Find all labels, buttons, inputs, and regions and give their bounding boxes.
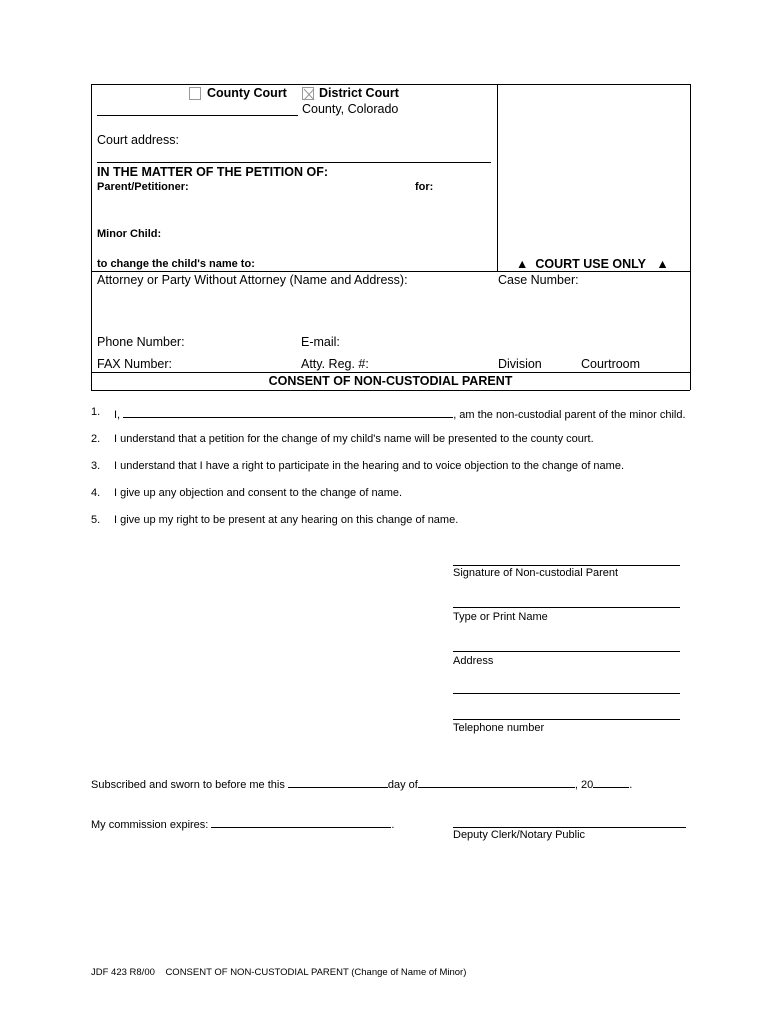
atty-reg-label: Atty. Reg. #: xyxy=(301,357,369,371)
list-item: I understand that I have a right to participate in the hearing and to voice objection to the change of name. xyxy=(114,460,625,472)
day-of-label: day of xyxy=(387,779,418,791)
caption-right-border xyxy=(690,84,691,390)
checkmark-x-icon xyxy=(303,88,315,101)
telephone-label: Telephone number xyxy=(453,722,545,734)
notary-signature-line[interactable] xyxy=(453,827,686,828)
triangle-up-icon: ▲ xyxy=(656,257,669,271)
signature-label: Signature of Non-custodial Parent xyxy=(453,567,619,579)
subscribed-pre: Subscribed and sworn to before me this xyxy=(91,779,285,791)
attorney-label: Attorney or Party Without Attorney (Name and Address): xyxy=(97,273,408,287)
court-use-only-label: COURT USE ONLY xyxy=(535,257,646,271)
email-label: E-mail: xyxy=(301,335,340,349)
telephone-line[interactable] xyxy=(453,719,680,720)
print-name-label: Type or Print Name xyxy=(453,611,548,623)
address-label: Address xyxy=(453,655,494,667)
commission-suffix: . xyxy=(391,819,395,831)
court-address-line xyxy=(97,162,491,163)
matter-heading: IN THE MATTER OF THE PETITION OF: xyxy=(97,165,329,179)
division-label: Division xyxy=(498,357,542,371)
list-item: I give up my right to be present at any hearing on this change of name. xyxy=(114,514,459,526)
county-colorado-label: County, Colorado xyxy=(302,102,399,116)
address-line[interactable] xyxy=(453,651,680,652)
title-top-border xyxy=(91,372,690,373)
court-address-label: Court address: xyxy=(97,133,179,147)
minor-child-label: Minor Child: xyxy=(97,228,162,240)
form-title: CONSENT OF NON-CUSTODIAL PARENT xyxy=(268,374,513,388)
district-court-checkbox[interactable] xyxy=(302,87,314,100)
subscribed-sworn xyxy=(91,776,632,791)
court-use-divider xyxy=(497,84,498,271)
signature-line[interactable] xyxy=(453,565,680,566)
list-item: I understand that a petition for the change of my child's name will be presented to the county court. xyxy=(114,433,594,445)
county-name-line[interactable] xyxy=(97,115,298,116)
item-number: 1. xyxy=(91,406,101,418)
county-court-checkbox[interactable] xyxy=(189,87,201,100)
item-1-post: , am the non-custodial parent of the minor child. xyxy=(453,409,686,421)
year-line[interactable] xyxy=(593,776,629,788)
parent-name-line[interactable] xyxy=(123,406,453,418)
month-line[interactable] xyxy=(418,776,575,788)
item-number: 4. xyxy=(91,487,101,499)
court-use-only xyxy=(516,257,669,271)
commission-label: My commission expires: xyxy=(91,819,209,831)
year-suffix: . xyxy=(629,779,633,791)
phone-label: Phone Number: xyxy=(97,335,185,349)
caption-top-border xyxy=(91,84,690,85)
caption-bottom-border xyxy=(91,390,690,391)
form-footer: JDF 423 R8/00 CONSENT OF NON-CUSTODIAL PARENT (Change of Name of Minor) xyxy=(91,967,467,978)
day-line[interactable] xyxy=(288,776,388,788)
fax-label: FAX Number: xyxy=(97,357,173,371)
list-item: I give up any objection and consent to the change of name. xyxy=(114,487,403,499)
year-prefix: , 20 xyxy=(574,779,594,791)
triangle-up-icon: ▲ xyxy=(516,257,529,271)
commission-line[interactable] xyxy=(211,816,391,828)
caption-mid-border xyxy=(91,271,690,272)
address-line-2[interactable] xyxy=(453,693,680,694)
item-number: 2. xyxy=(91,433,101,445)
change-name-label: to change the child's name to: xyxy=(97,258,255,270)
county-court-label: County Court xyxy=(207,86,287,100)
notary-label: Deputy Clerk/Notary Public xyxy=(453,829,586,841)
list-item xyxy=(114,406,686,421)
print-name-line[interactable] xyxy=(453,607,680,608)
item-number: 3. xyxy=(91,460,101,472)
commission-expires xyxy=(91,816,394,831)
item-1-pre: I, xyxy=(114,409,121,421)
caption-left-border xyxy=(91,84,92,390)
for-label: for: xyxy=(415,181,434,193)
item-number: 5. xyxy=(91,514,101,526)
case-number-label: Case Number: xyxy=(498,273,579,287)
courtroom-label: Courtroom xyxy=(581,357,641,371)
parent-petitioner-label: Parent/Petitioner: xyxy=(97,181,189,193)
district-court-label: District Court xyxy=(319,86,399,100)
